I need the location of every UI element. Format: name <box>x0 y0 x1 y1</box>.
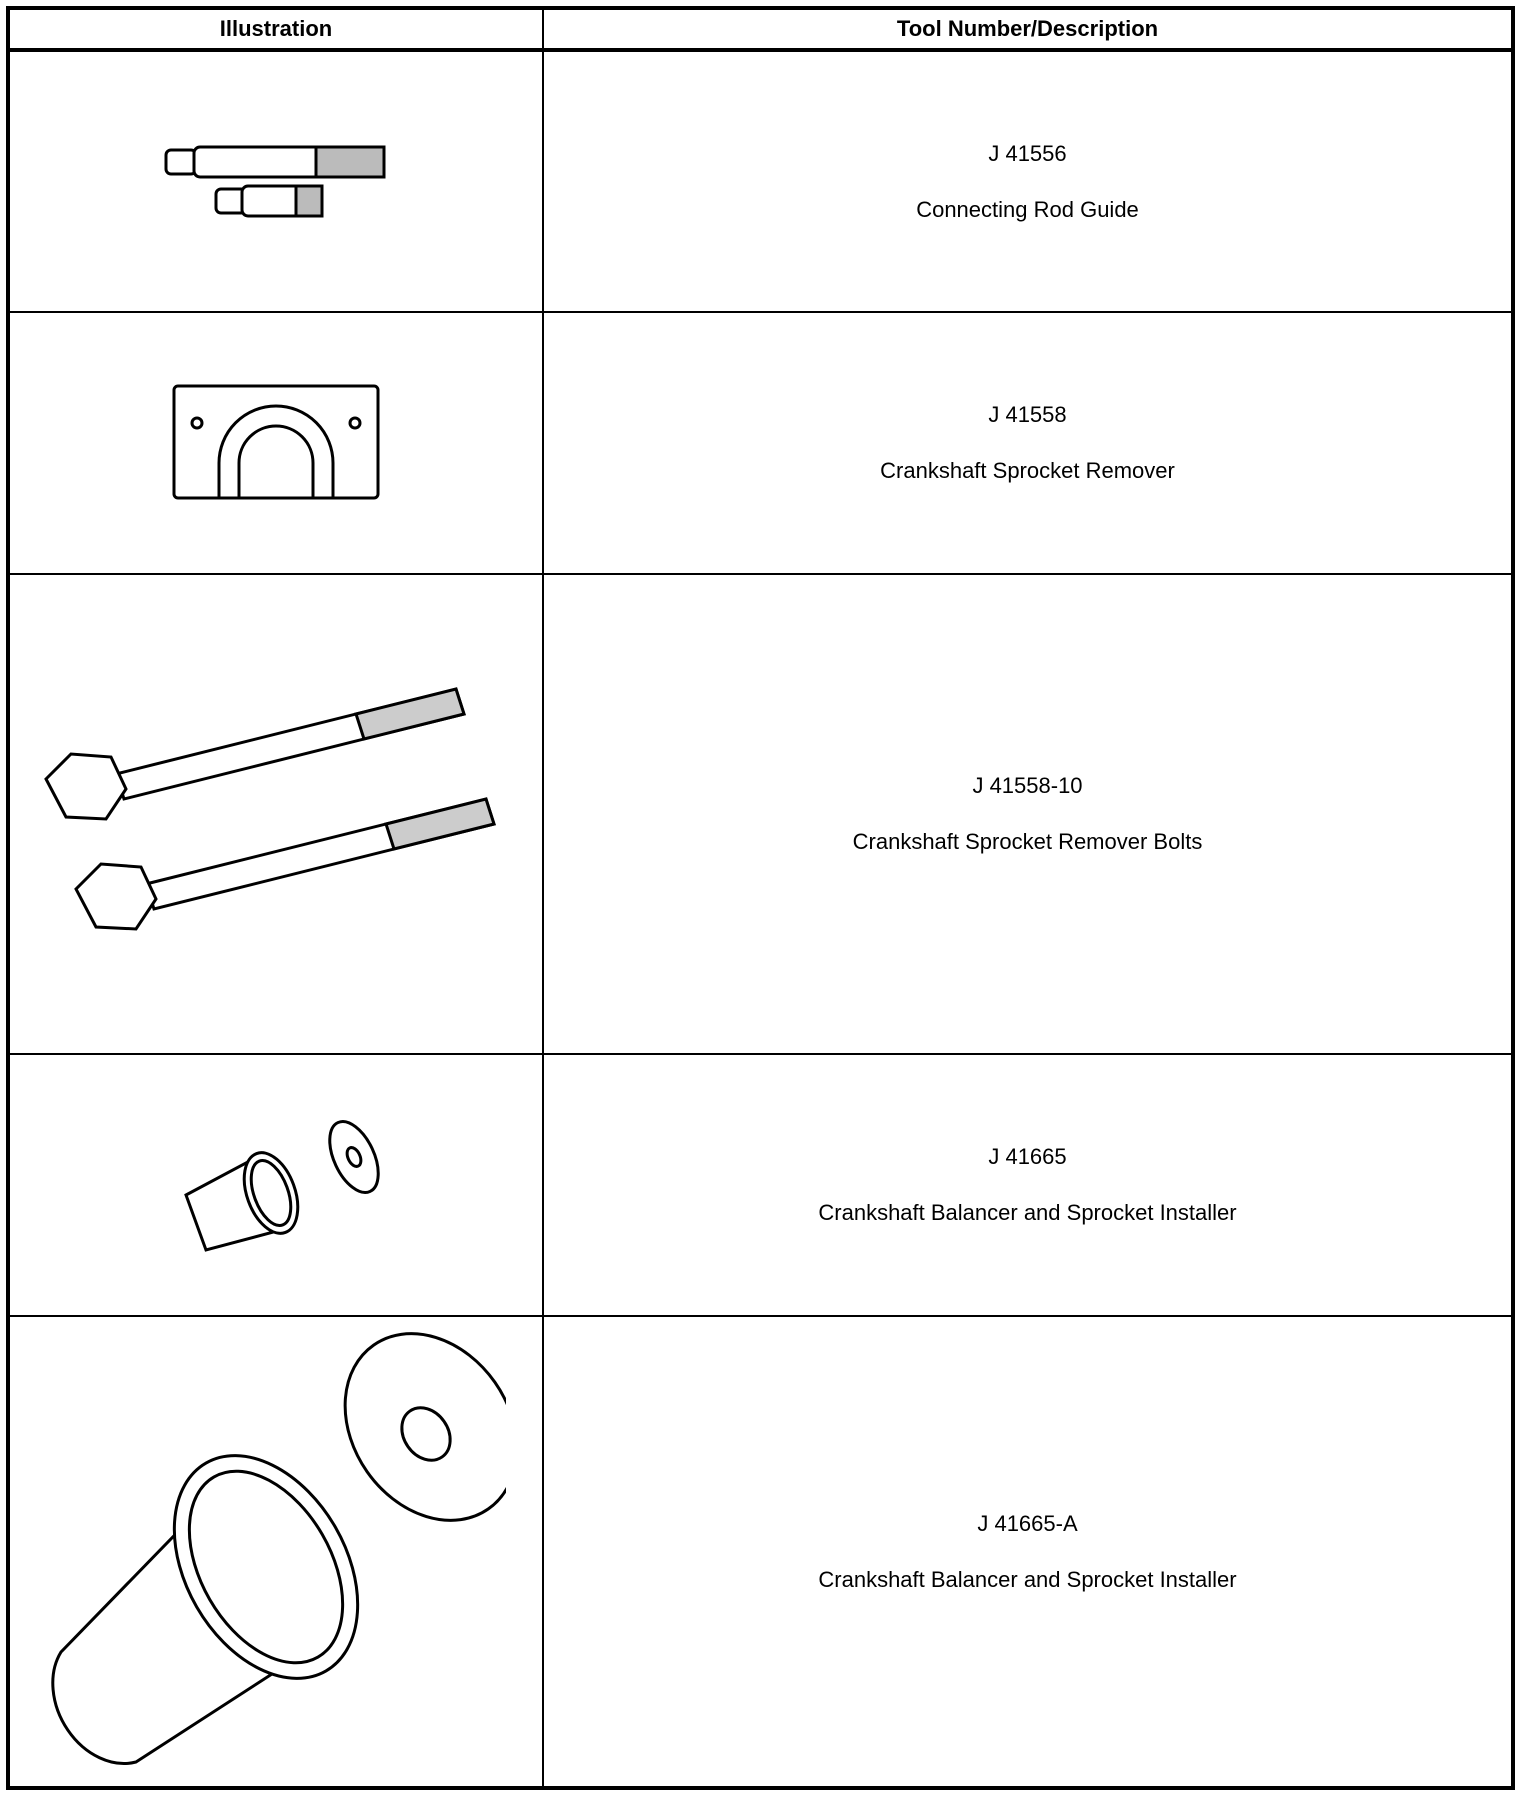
table-row <box>8 574 1513 1054</box>
tool-description: Crankshaft Sprocket Remover Bolts <box>852 829 1203 854</box>
tool-number: J 41556 <box>988 140 1067 166</box>
illustration-cell <box>8 1054 543 1316</box>
header-tool: Tool Number/Description <box>543 8 1513 50</box>
header-illustration: Illustration <box>8 8 543 50</box>
installer-large-icon <box>46 1322 506 1782</box>
tool-cell <box>543 312 1513 574</box>
illustration-cell <box>8 312 543 574</box>
tool-description: Crankshaft Sprocket Remover <box>880 458 1175 483</box>
tool-cell <box>543 574 1513 1054</box>
header-row <box>8 8 1513 50</box>
table-row <box>8 1054 1513 1316</box>
tool-number: J 41665 <box>988 1144 1067 1169</box>
illustration-cell <box>8 574 543 1054</box>
tool-cell <box>543 50 1513 312</box>
tool-number: J 41558 <box>988 402 1067 427</box>
tool-description: Crankshaft Balancer and Sprocket Installer <box>818 1566 1237 1592</box>
installer-small-icon <box>166 1115 386 1255</box>
table-row <box>8 312 1513 574</box>
tool-cell <box>543 1054 1513 1316</box>
illustration-cell <box>8 1316 543 1788</box>
connecting-rod-guide-icon <box>156 142 396 222</box>
tool-description: Crankshaft Balancer and Sprocket Installer <box>818 1200 1237 1225</box>
sprocket-remover-plate-icon <box>171 383 381 503</box>
tool-description: Connecting Rod Guide <box>916 196 1139 222</box>
tool-cell <box>543 1316 1513 1788</box>
illustration-cell <box>8 50 543 312</box>
remover-bolts-icon <box>36 669 516 959</box>
table-row <box>8 1316 1513 1788</box>
table-row <box>8 50 1513 312</box>
tool-number: J 41665-A <box>977 1510 1078 1536</box>
tool-number: J 41558-10 <box>972 773 1083 798</box>
special-tools-table <box>6 6 1515 1790</box>
